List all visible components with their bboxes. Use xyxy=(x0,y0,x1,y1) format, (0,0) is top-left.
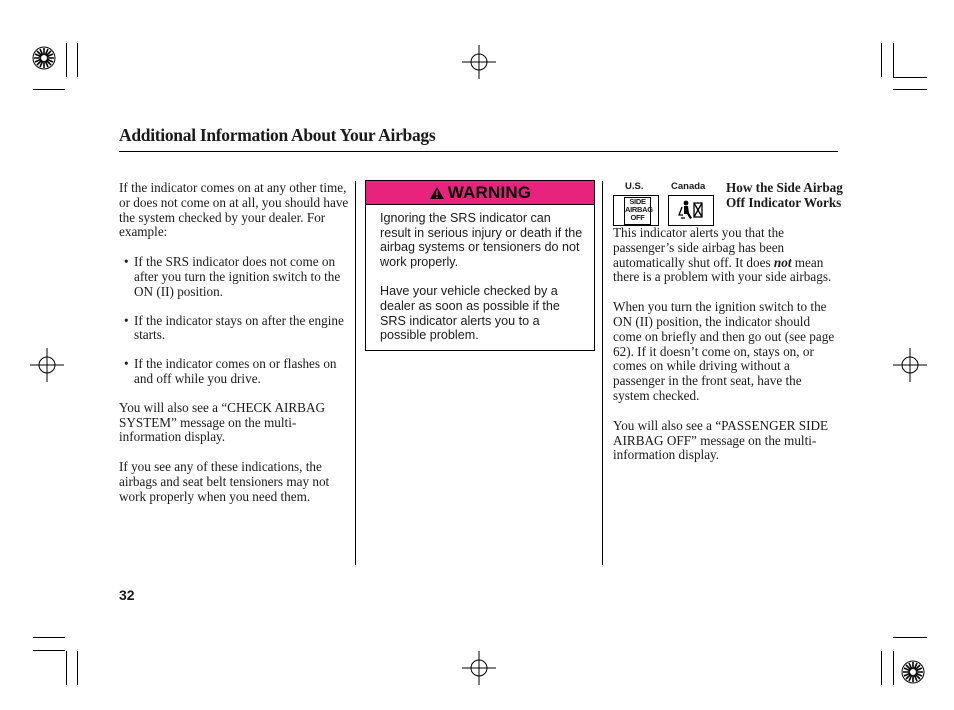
icon-line: SIDE xyxy=(629,197,646,206)
emphasis-not: not xyxy=(773,254,792,270)
column-right xyxy=(613,226,841,478)
list-item: • If the indicator stays on after the engine starts. xyxy=(119,314,351,344)
side-airbag-off-indicator-us xyxy=(613,195,659,226)
canada-label: Canada xyxy=(671,181,706,192)
side-airbag-off-icon xyxy=(624,197,651,225)
seated-passenger-airbag-off-icon xyxy=(669,196,713,225)
warning-paragraph: Have your vehicle checked by a dealer as soon as possible if the SRS indicator alerts you to a possible problem. xyxy=(380,284,560,343)
section-heading: How the Side Airbag Off Indicator Works xyxy=(726,180,843,210)
warning-paragraph: Ignoring the SRS indicator can result in serious injury or death if the airbag systems or tensioners do not work properly. xyxy=(380,211,583,269)
page-title: Additional Information About Your Airbags xyxy=(119,125,436,145)
registration-crosshair-icon xyxy=(462,651,496,685)
side-airbag-off-indicator-canada xyxy=(668,195,714,226)
icon-line: OFF xyxy=(630,213,645,223)
warning-text xyxy=(380,211,585,358)
column-divider xyxy=(602,181,603,565)
icon-line: AIRBAG xyxy=(625,205,653,215)
indicator-paragraph xyxy=(613,226,841,285)
us-label: U.S. xyxy=(625,181,644,192)
registration-crosshair-icon xyxy=(30,348,64,382)
title-rule xyxy=(119,151,838,152)
list-item: • If the indicator comes on or flashes on and off while you drive. xyxy=(119,357,351,387)
indications-paragraph: If you see any of these indications, the airbags and seat belt tensioners may not work properly when you need them. xyxy=(119,459,330,504)
ignition-paragraph: When you turn the ignition switch to the ON (II) position, the indicator should come on briefly and then go out (see page 62). If it doesn’t come on, stays on, or comes on while driving without a passenger in the front seat, have the system checked. xyxy=(613,299,835,403)
warning-box xyxy=(365,180,595,351)
intro-paragraph: If the indicator comes on at any other time, or does not come on at all, you should have the system checked by your dealer. For example: xyxy=(119,180,349,240)
registration-crosshair-icon xyxy=(893,348,927,382)
column-divider xyxy=(355,181,356,565)
column-left xyxy=(119,181,351,520)
registration-crosshair-icon xyxy=(462,45,496,79)
registration-starburst-icon xyxy=(900,659,926,685)
warning-header xyxy=(366,181,594,205)
check-airbag-paragraph: You will also see a “CHECK AIRBAG SYSTEM” message on the multi-information display. xyxy=(119,399,325,445)
warning-triangle-icon xyxy=(429,186,445,200)
warning-label: WARNING xyxy=(447,182,532,202)
passenger-message-paragraph: You will also see a “PASSENGER SIDE AIRBAG OFF” message on the multi-information display. xyxy=(613,417,829,463)
list-item: • If the SRS indicator does not come on after you turn the ignition switch to the ON (II) position. xyxy=(119,255,351,299)
page-number: 32 xyxy=(119,587,135,603)
indicator-text: mean there is a problem with your side airbags. xyxy=(613,254,832,285)
indicator-text: This indicator alerts you that the passenger’s side airbag has been automatically shut off. It does xyxy=(613,225,785,270)
example-list xyxy=(119,255,351,387)
registration-starburst-icon xyxy=(31,45,57,71)
